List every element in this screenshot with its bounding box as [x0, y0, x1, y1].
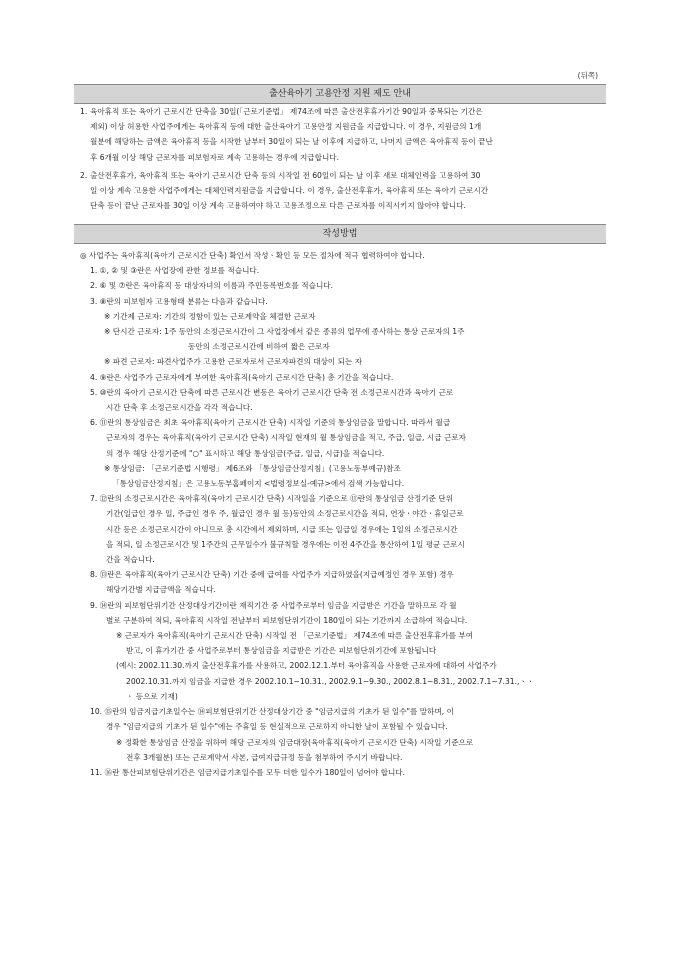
- instruction-note: ※ 통상임금: 「근로기준법 시행령」 제6조와 「통상임금산정지침」(고용노동부예규)참조: [104, 463, 401, 473]
- instruction-line: 6. ⑪란의 통상임금은 최초 육아휴직(육아기 근로시간 단축) 시작일 기준의 통상임금을 말합니다. 따라서 월급: [90, 418, 451, 428]
- instruction-line: 2. ⑥ 및 ⑦란은 육아휴직 등 대상자녀의 이름과 주민등록번호를 적습니다.: [90, 281, 334, 291]
- text-line: 후 6개월 이상 해당 근로자를 피보험자로 계속 고용하는 경우에 지급합니다.: [90, 152, 340, 162]
- text-line: 출산전후휴가, 육아휴직 또는 육아기 근로시간 단축 등의 시작일 전 60일이 되는 날 이후 새로 대체인력을 고용하여 30: [90, 170, 481, 180]
- instruction-line: 11. ⑯란 통산피보험단위기간은 임금지급기초일수를 모두 더한 일수가 180일이 넘어야 합니다.: [90, 767, 406, 777]
- instruction-note: ※ 파견 근로자: 파견사업주가 고용한 근로자로서 근로자파견의 대상이 되는 자: [104, 357, 363, 367]
- instruction-example: ㆍ 등으로 기재): [126, 691, 178, 701]
- support-item-1: [80, 104, 600, 165]
- instruction-line: 7. ⑫란의 소정근로시간은 육아휴직(육아기 근로시간 단축) 시작일을 기준으로 ⑪란의 통상임금 산정기준 단위: [90, 494, 453, 504]
- instruction-line: 근로자의 경우는 육아휴직(육아기 근로시간 단축) 시작일 현재의 월 통상임금을 적고, 주급, 일급, 시급 근로자: [106, 433, 466, 443]
- instruction-line: 시간 단축 후 소정근로시간을 각각 적습니다.: [106, 403, 253, 413]
- instruction-line: 시간 등은 소정근로시간이 아니므로 총 시간에서 제외하며, 시급 또는 일급일 경우에는 1일의 소정근로시간: [106, 524, 458, 534]
- instruction-line: 기간(일급인 경우 일, 주급인 경우 주, 월급인 경우 월 등)동안의 소정근로시간을 적되, 연장ㆍ야간ㆍ휴일근로: [106, 509, 464, 519]
- instruction-line: 4. ⑨란은 사업주가 근로자에게 부여한 육아휴직(육아기 근로시간 단축) 총 기간을 적습니다.: [90, 372, 394, 382]
- instruction-line: 별로 구분하여 적되, 육아휴직 시작일 전날부터 피보험단위기간이 180일이 되는 기간까지 소급하여 적습니다.: [106, 615, 468, 625]
- support-section-body: [80, 104, 600, 213]
- instruction-line: 3. ⑧란의 피보험자 고용형태 분류는 다음과 같습니다.: [90, 296, 268, 306]
- instruction-line: 10. ⑮란의 임금지급기초일수는 ⑭피보험단위기간 산정대상기간 중 "임금지급의 기초가 된 일수"를 말하며, 이: [90, 707, 454, 717]
- instructions-body: [80, 248, 610, 780]
- instruction-line: 1. ①, ② 및 ③란은 사업장에 관한 정보를 적습니다.: [90, 266, 260, 276]
- text-line: 월분에 해당하는 금액은 육아휴직 등을 시작한 날부터 30일이 되는 날 이후에 지급하고, 나머지 금액은 육아휴직 등이 끝난: [90, 137, 493, 147]
- instruction-note: 전후 3개월분) 또는 근로계약서 사본, 급여지급규정 등을 첨부하여 주시기 바랍니다.: [126, 752, 403, 762]
- instruction-line: 5. ⑩란의 육아기 근로시간 단축에 따른 근로시간 변동은 육아기 근로시간 단축 전 소정근로시간과 육아기 근로: [90, 387, 454, 397]
- instruction-note: ※ 단시간 근로자: 1주 동안의 소정근로시간이 그 사업장에서 같은 종류의 업무에 종사하는 통상 근로자의 1주: [104, 327, 465, 337]
- instruction-line: 8. ⑬란은 육아휴직(육아기 근로시간 단축) 기간 중에 급여를 사업주가 지급하였을(지급예정인 경우 포함) 경우: [90, 570, 454, 580]
- instruction-note: ※ 근로자가 육아휴직(육아기 근로시간 단축) 시작일 전 「근로기준법」 제74조에 따른 출산전후휴가를 부여: [116, 631, 474, 641]
- instruction-example: (예시: 2002.11.30.까지 출산전후휴가를 사용하고, 2002.12.1.부터 육아휴직을 사용한 근로자에 대하여 사업주가: [116, 661, 497, 671]
- support-item-text: [90, 168, 600, 214]
- instruction-line: ◎ 사업주는 육아휴직(육아기 근로시간 단축) 확인서 작성ㆍ확인 등 모든 절차에 적극 협력하여야 합니다.: [80, 251, 425, 260]
- instruction-line: 해당기간별 지급금액을 적습니다.: [106, 585, 216, 595]
- instruction-line: 경우 "임금지급의 기초가 된 일수"에는 주휴일 등 현실적으로 근로하지 아니한 날이 포함될 수 있습니다.: [106, 722, 448, 732]
- text-line: 제외) 이상 허용한 사업주에게는 육아휴직 등에 대한 출산육아기 고용안정 지원금을 지급합니다. 이 경우, 지원금의 1개: [90, 122, 482, 132]
- text-line: 일 이상 계속 고용한 사업주에게는 대체인력지원금을 지급합니다. 이 경우, 출산전후휴가, 육아휴직 또는 육아기 근로시간: [90, 186, 489, 196]
- support-item-2: [80, 168, 600, 214]
- instruction-example: 2002.10.31.까지 임금을 지급한 경우 2002.10.1~10.31., 2002.9.1~9.30., 2002.8.1~8.31., 2002.7.1~7.31.,ㆍㆍ: [126, 676, 535, 686]
- instruction-line: 을 적되, 일 소정근로시간 및 1주간의 근무일수가 불규칙할 경우에는 이전 4주간을 통산하여 1일 평균 근로시: [106, 539, 465, 549]
- text-line: 단축 등이 끝난 근로자를 30일 이상 계속 고용하여야 하고 고용조정으로 다른 근로자를 이직시키지 않아야 합니다.: [90, 201, 466, 211]
- support-item-number: 2.: [80, 170, 88, 180]
- support-item-text: [90, 104, 600, 165]
- instruction-line: 9. ⑭란의 피보험단위기간 산정대상기간이란 재직기간 중 사업주로부터 임금을 지급받은 기간을 말하므로 각 월: [90, 600, 457, 610]
- instruction-line: 간을 적습니다.: [106, 555, 155, 565]
- instruction-note: ※ 정확한 통상임금 산정을 위하여 해당 근로자의 임금대장(육아휴직(육아기 근로시간 단축) 시작일 기준으로: [116, 737, 474, 747]
- support-item-number: 1.: [80, 107, 88, 116]
- instruction-note: 「통상임금산정지침」은 고용노동부홈페이지 <법령정보실-예규>에서 검색 가능합니다.: [112, 479, 405, 489]
- text-line: 육아휴직 또는 육아기 근로시간 단축을 30일(「근로기준법」 제74조에 따른 출산전후휴가기간 90일과 중복되는 기간은: [90, 107, 483, 116]
- instruction-note: ※ 기간제 근로자: 기간의 정함이 있는 근로계약을 체결한 근로자: [104, 311, 316, 321]
- instruction-line: 의 경우 해당 산정기준에 "○" 표시하고 해당 통상임금(주급, 일급, 시급)을 적습니다.: [106, 448, 385, 458]
- instruction-note: 받고, 이 휴가기간 중 사업주로부터 통상임금을 지급받은 기간은 피보험단위기간에 포함됩니다: [126, 646, 437, 656]
- instructions-title: 작성방법: [74, 224, 606, 244]
- support-section-title: 출산육아기 고용안정 지원 제도 안내: [74, 84, 606, 104]
- back-page-label: (뒤쪽): [577, 71, 598, 80]
- instruction-note: 동안의 소정근로시간에 비하여 짧은 근로자: [188, 342, 330, 352]
